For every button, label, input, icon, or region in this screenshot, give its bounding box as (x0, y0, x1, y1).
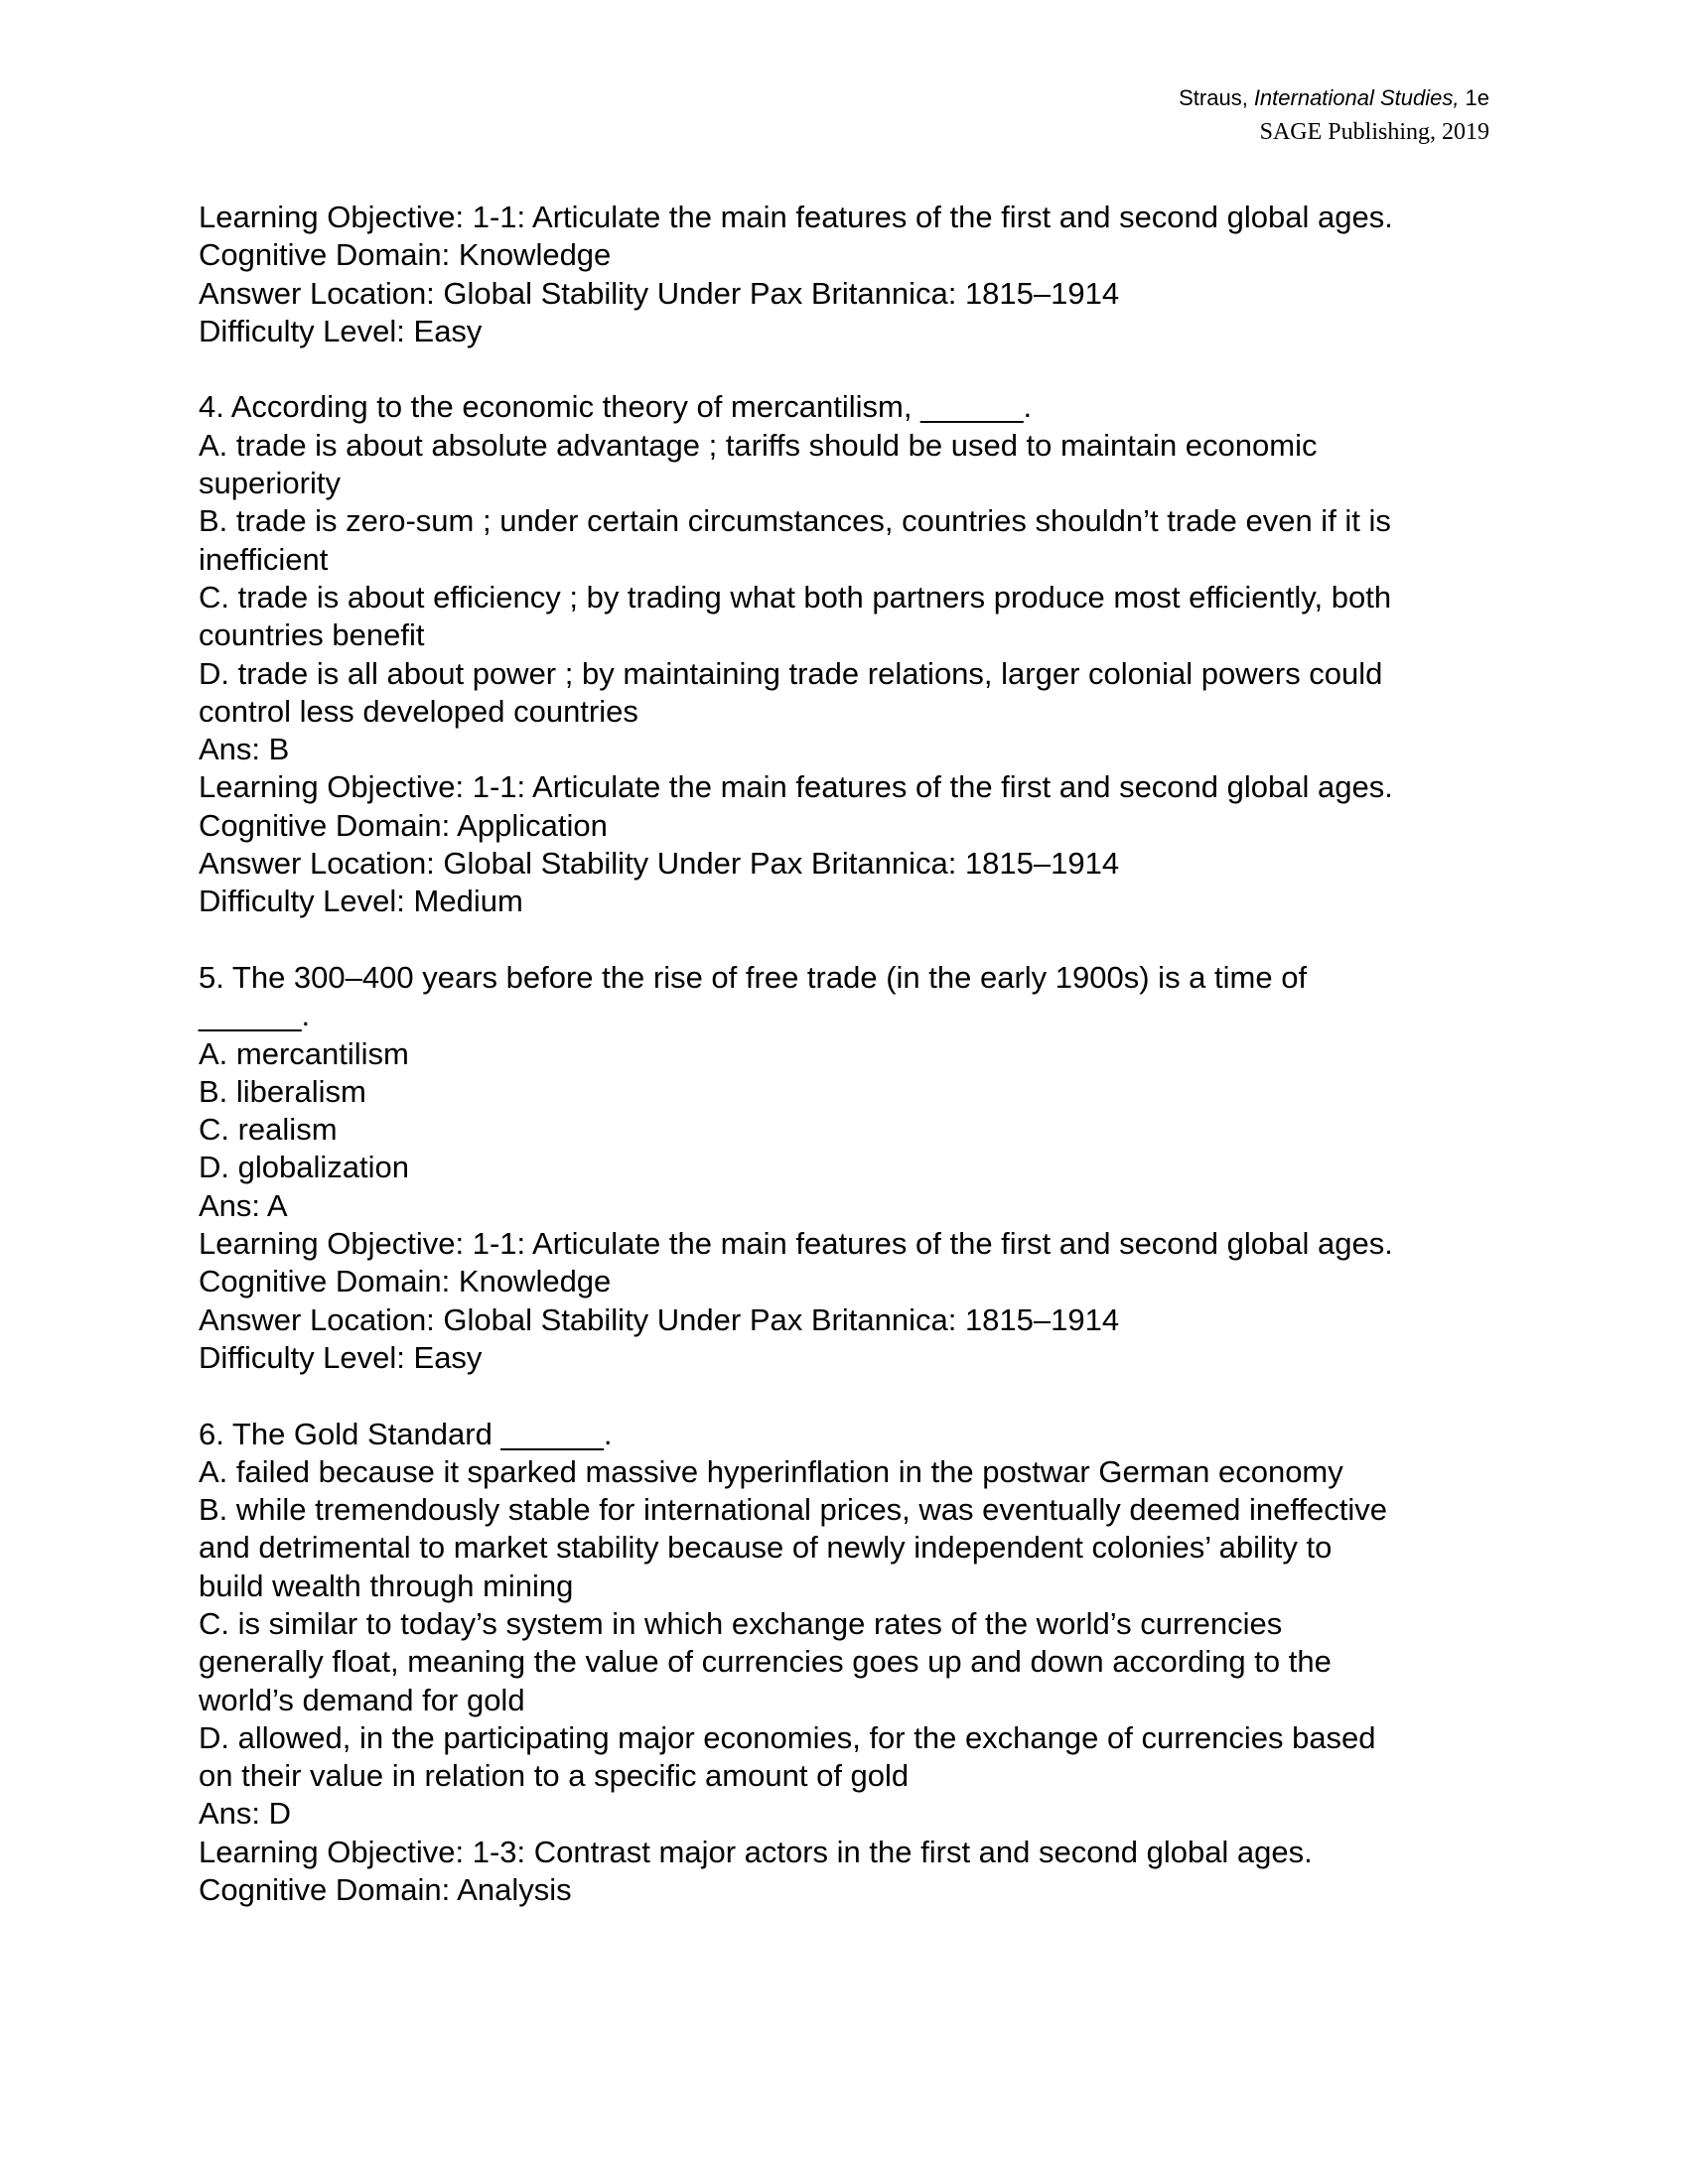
answer-location: Answer Location: Global Stability Under Pax Britannica: 1815–1914 (199, 1301, 1120, 1337)
option-a-line-2: superiority (199, 466, 341, 501)
spacer (199, 921, 1489, 959)
option-d-line-2: on their value in relation to a specific amount of gold (199, 1758, 910, 1794)
cognitive-domain: Cognitive Domain: Knowledge (199, 237, 612, 273)
option-c-line-2: generally float, meaning the value of currencies goes up and down according to the (199, 1644, 1332, 1680)
header-edition: 1e (1465, 85, 1489, 110)
option-a-line-1: A. trade is about absolute advantage ; tariffs should be used to maintain economic (199, 427, 1318, 463)
option-c-line-3: world’s demand for gold (199, 1682, 525, 1717)
learning-objective: Learning Objective: 1-1: Articulate the main features of the first and second global ages. (199, 769, 1393, 805)
answer-location: Answer Location: Global Stability Under Pax Britannica: 1815–1914 (199, 846, 1120, 882)
option-d-line-1: D. allowed, in the participating major economies, for the exchange of currencies based (199, 1719, 1376, 1755)
question-stem: 4. According to the economic theory of mercantilism, ______. (199, 389, 1033, 425)
option-b: B. liberalism (199, 1073, 366, 1109)
learning-objective: Learning Objective: 1-1: Articulate the main features of the first and second global ages. (199, 1226, 1393, 1262)
option-b-line-3: build wealth through mining (199, 1568, 574, 1603)
option-c: C. realism (199, 1112, 338, 1148)
option-d-line-1: D. trade is all about power ; by maintaining trade relations, larger colonial powers could (199, 655, 1383, 691)
cognitive-domain: Cognitive Domain: Application (199, 807, 608, 843)
running-header (1179, 81, 1489, 149)
difficulty-level: Difficulty Level: Easy (199, 313, 483, 348)
q3-metadata (199, 199, 1489, 350)
header-author: Straus, (1179, 85, 1248, 110)
option-d: D. globalization (199, 1150, 409, 1185)
cognitive-domain: Cognitive Domain: Knowledge (199, 1264, 612, 1299)
option-c-line-2: countries benefit (199, 617, 425, 653)
option-a: A. failed because it sparked massive hyperinflation in the postwar German economy (199, 1453, 1343, 1489)
option-a: A. mercantilism (199, 1035, 409, 1071)
answer: Ans: D (199, 1796, 292, 1832)
question-5 (199, 959, 1489, 1377)
question-stem: 6. The Gold Standard ______. (199, 1416, 613, 1451)
header-citation-line (1179, 81, 1489, 115)
difficulty-level: Difficulty Level: Medium (199, 884, 523, 919)
option-d-line-2: control less developed countries (199, 693, 638, 729)
option-c-line-1: C. is similar to today’s system in which exchange rates of the world’s currencies (199, 1605, 1283, 1641)
header-publisher: SAGE Publishing, 2019 (1259, 119, 1489, 145)
option-c-line-1: C. trade is about efficiency ; by trading what both partners produce most efficiently, both (199, 579, 1392, 614)
header-book-title: International Studies, (1253, 85, 1460, 110)
option-b-line-2: and detrimental to market stability because of newly independent colonies’ ability to (199, 1530, 1333, 1566)
difficulty-level: Difficulty Level: Easy (199, 1339, 483, 1375)
question-6 (199, 1416, 1489, 1910)
answer: Ans: A (199, 1187, 288, 1223)
learning-objective: Learning Objective: 1-1: Articulate the main features of the first and second global ages. (199, 200, 1393, 234)
option-b-line-2: inefficient (199, 541, 329, 577)
option-b-line-1: B. trade is zero-sum ; under certain circumstances, countries shouldn’t trade even if it is (199, 503, 1391, 539)
question-stem-line-2: ______. (199, 998, 311, 1033)
option-b-line-1: B. while tremendously stable for international prices, was eventually deemed ineffective (199, 1492, 1388, 1528)
answer: Ans: B (199, 732, 290, 767)
spacer (199, 1377, 1489, 1415)
spacer (199, 350, 1489, 388)
document-body (199, 199, 1489, 1909)
cognitive-domain: Cognitive Domain: Analysis (199, 1872, 572, 1908)
question-4 (199, 388, 1489, 920)
learning-objective: Learning Objective: 1-3: Contrast major actors in the first and second global ages. (199, 1834, 1313, 1869)
answer-location: Answer Location: Global Stability Under Pax Britannica: 1815–1914 (199, 275, 1120, 311)
question-stem-line-1: 5. The 300–400 years before the rise of free trade (in the early 1900s) is a time of (199, 959, 1308, 995)
